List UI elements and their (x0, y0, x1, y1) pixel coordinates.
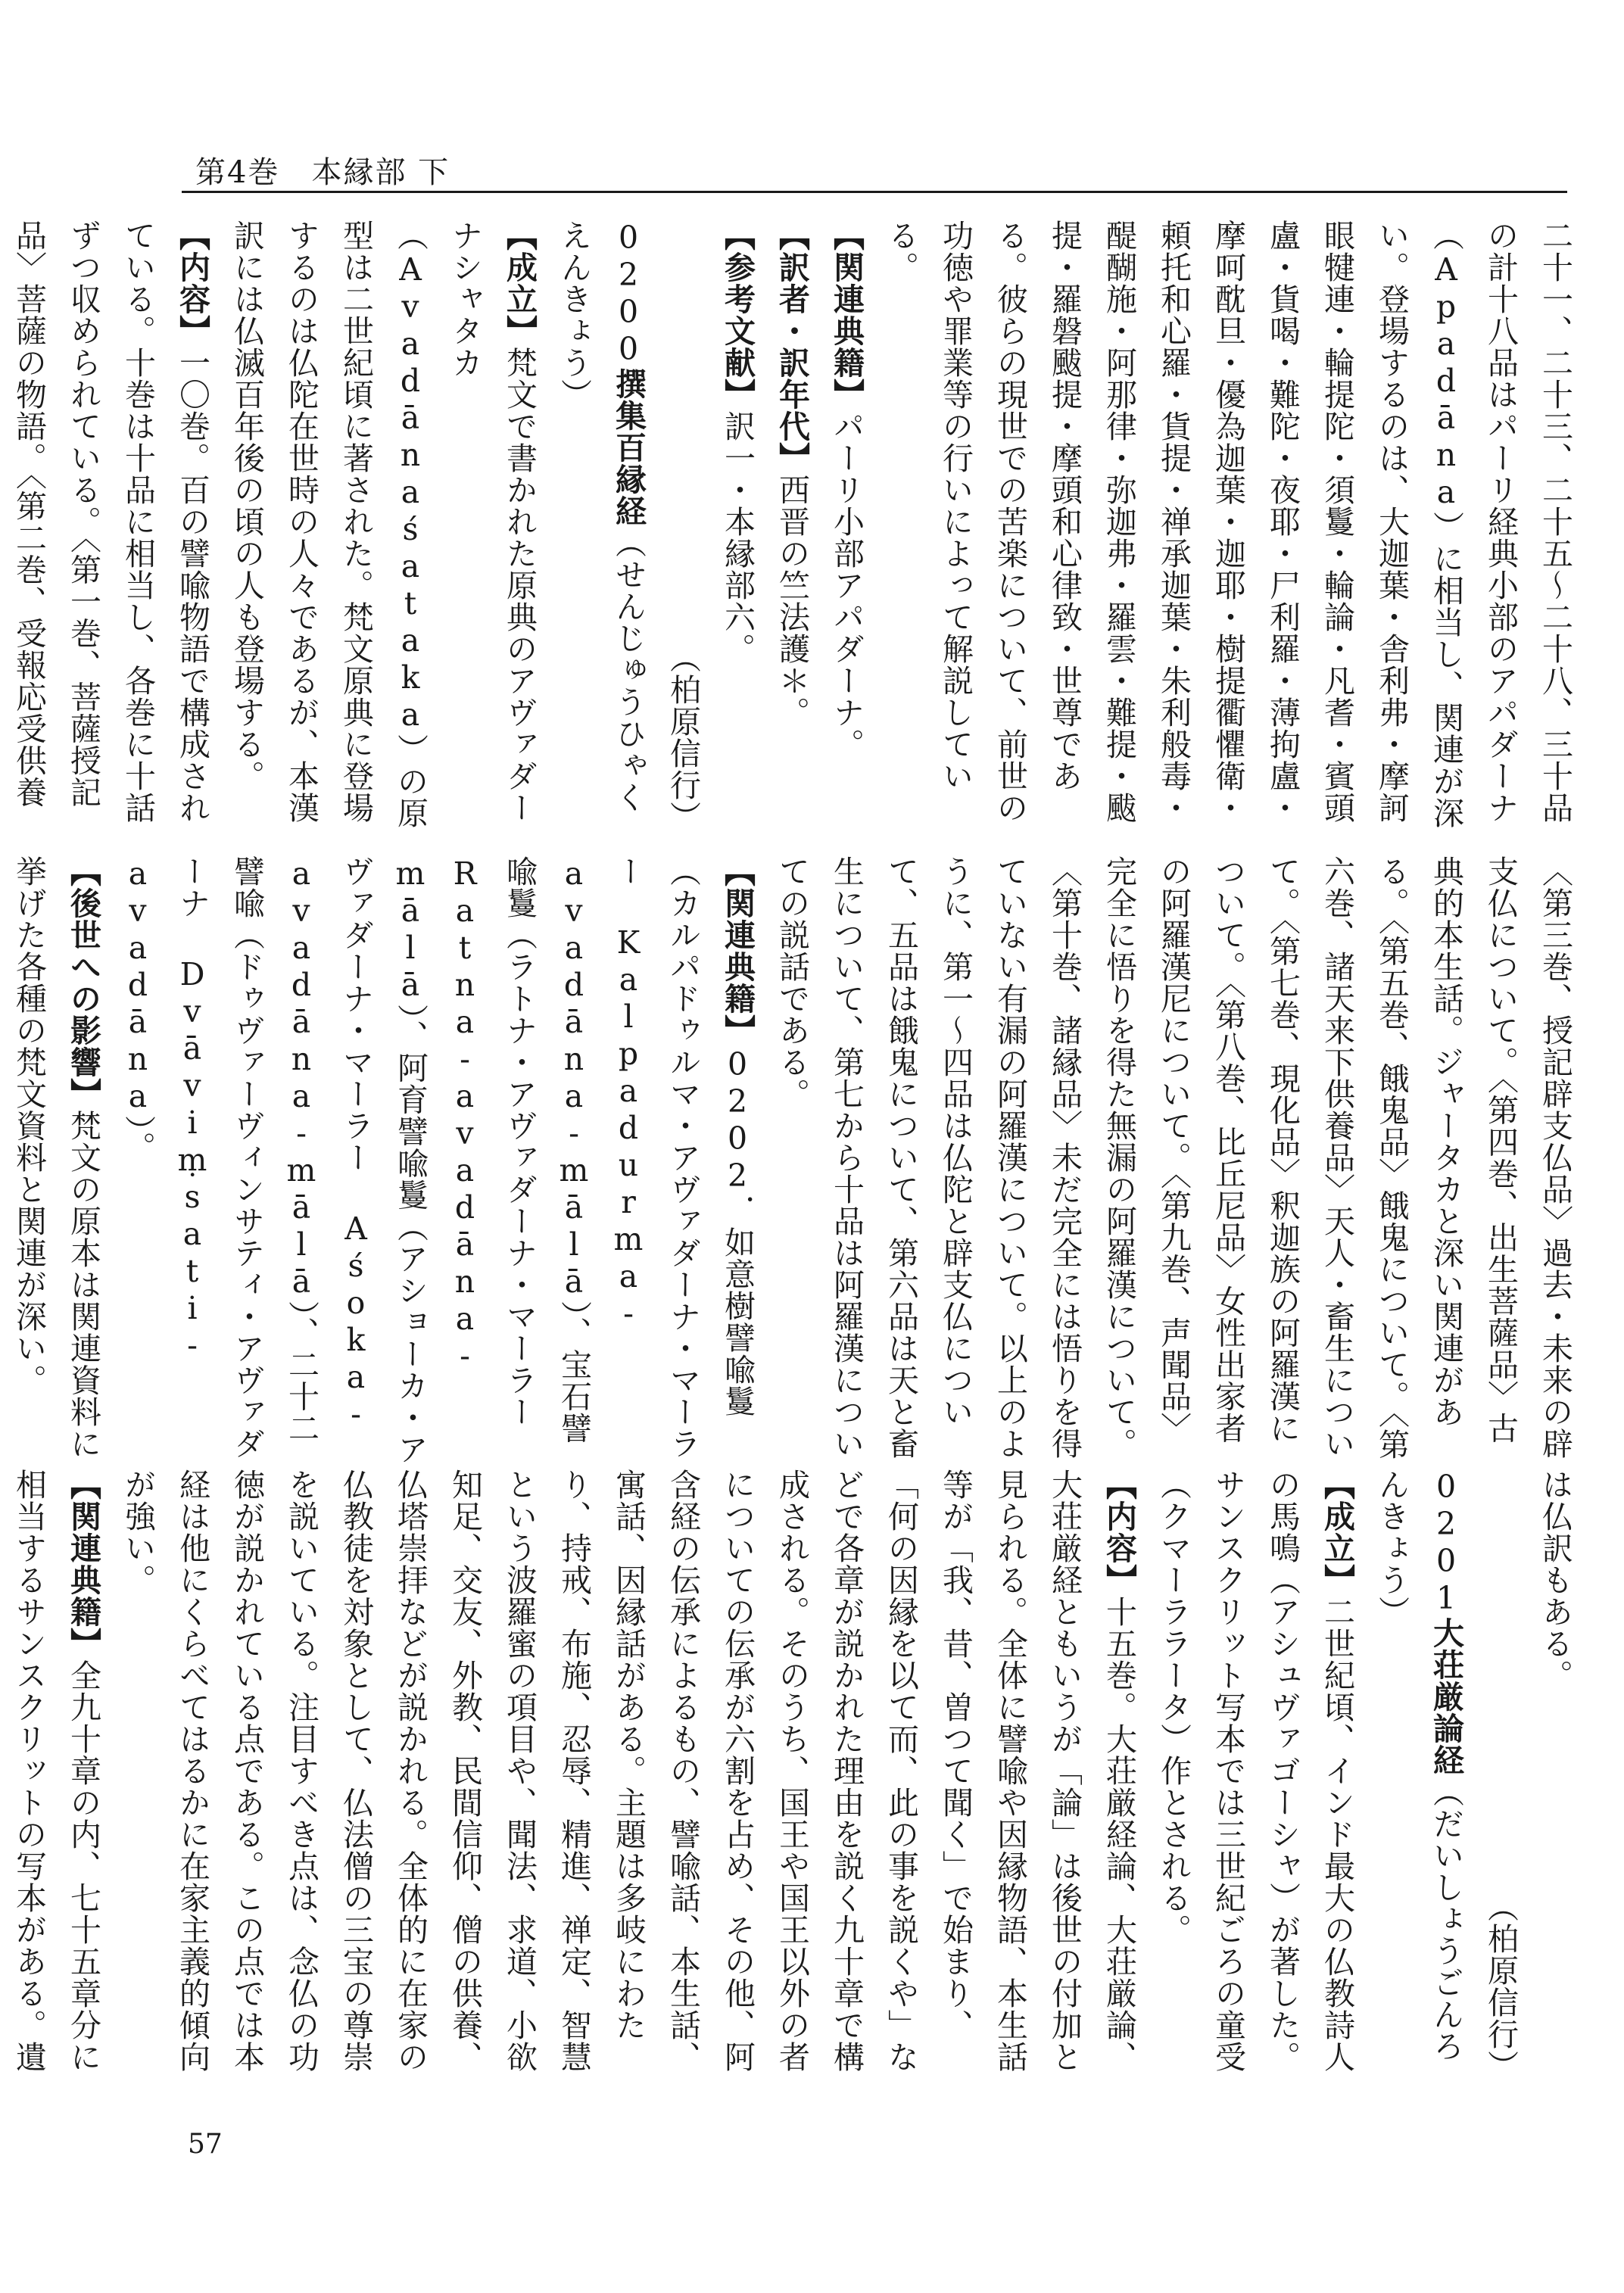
related-texts (0, 1469, 111, 2082)
translator-info (0, 855, 2, 1469)
band-3-columns (0, 1469, 1582, 2082)
header-rule (182, 191, 1567, 193)
text-band-top (11, 220, 1582, 833)
translator-label: 【訳者・訳年代】 (774, 220, 810, 474)
continuation: は仏訳もある。 (1537, 1469, 1573, 1691)
establishment (220, 220, 547, 833)
content-label: 【内容】 (174, 220, 210, 347)
running-header: 第4巻 本縁部 下 (195, 155, 450, 190)
content-text: 一〇巻。百の譬喩物語で構成されている。十巻は十品に相当し、各巻に十話ずつ収められている。〈第一巻、菩薩授記品〉菩薩の物語。〈第二巻、受報応受供養 (11, 220, 210, 824)
translator-value: 西晋の竺法護＊。 (774, 474, 810, 728)
related-texts (111, 855, 765, 1469)
author-credit: （柏原信行） (1482, 1891, 1519, 2082)
related-label: 【関連典籍】 (828, 220, 865, 410)
later-influence (2, 855, 111, 1469)
entry-reading: （せんじゅうひゃくえんきょう） (556, 220, 647, 813)
related-label: 【関連典籍】 (719, 855, 756, 1046)
entry-0199-body: 二十一、二十三、二十五〜二十八、三十品の計十八品はパーリ経典小部のアパダーナ（Apadāna）に相当し、関連が深い。登場するのは、大迦葉・舎利弗・摩訶眼犍連・輪提陀・須鬘・輪論・凡耆・賓頭盧・貨喝・難陀・夜耶・尸利羅・薄拘盧・摩呵酖旦・優為迦葉・迦耶・樹提衢懼衛・頼托和心羅・貨提・禅承迦葉・朱利般毒・醍醐施・阿那律・弥迦弗・羅雲・難提・颰提・羅磐颰提・摩頭和心律致・世尊である。彼らの現世での苦楽について、前世の功徳や罪業等の行いによって解説している。 (883, 220, 1573, 829)
references (710, 220, 765, 833)
establishment (1146, 1469, 1364, 2082)
content-label: 【内容】 (1101, 1469, 1137, 1596)
references-label: 【参考文献】 (719, 220, 756, 410)
band-1-columns (0, 220, 1582, 833)
entry-0200-heading (547, 220, 656, 833)
chapter-summary: 〈第三巻、授記辟支仏品〉過去・未来の辟支仏について。〈第四巻、出生菩薩品〉古典的本生話。ジャータカと深い関連がある。〈第五巻、餓鬼品〉餓鬼について。〈第六巻、諸天来下供養品〉天人・畜生について。〈第七巻、現化品〉釈迦族の阿羅漢について。〈第八巻、比丘尼品〉女性出家者の阿羅漢尼について。〈第九巻、声聞品〉完全に悟りを得た無漏の阿羅漢について。〈第十巻、諸縁品〉未だ完全には悟りを得ていない有漏の阿羅漢について。以上のように、第一〜四品は仏陀と辟支仏について、五品は餓鬼について、第六品は天と畜生について、第七から十品は阿羅漢についての説話である。 (774, 855, 1573, 1460)
influence-text: 梵文の原本は関連資料に挙げた各種の梵文資料と関連が深い。 (11, 855, 101, 1460)
content (0, 220, 220, 833)
entry-reading: （だいしょうごんろんきょう） (1373, 1469, 1464, 2062)
entry-number: 0201 (1428, 1469, 1464, 1617)
entry-0201-heading (1364, 1469, 1473, 2082)
related-label: 【関連典籍】 (65, 1469, 101, 1659)
influence-label: 【後世への影響】 (65, 855, 101, 1110)
related-texts (819, 220, 874, 833)
establishment-text: 二世紀頃、インド最大の仏教詩人の馬鳴（アシュヴァゴーシャ）が著した。サンスクリット写本では三世紀ごろの童受（クマーララータ）作とされる。 (1155, 1469, 1355, 2073)
related-value: パーリ小部アパダーナ。 (828, 410, 865, 760)
establishment-label: 【成立】 (1319, 1469, 1355, 1596)
band-2-columns (0, 855, 1582, 1469)
text-band-middle (11, 855, 1582, 1469)
content-text: 十五巻。大荘厳経論、大荘厳論、大荘厳経ともいうが「論」は後世の付加と見られる。全体に譬喩や因縁物語、本生話等が「我、昔、曽つて聞く」で始まり、「何の因縁を以て而、此の事を説くや」などで各章が説かれた理由を説く九十章で構成される。そのうち、国王や国王以外の者についての伝承が六割を占め、その他、阿含経の伝承によるもの、譬喩話、本生話、寓話、因縁話がある。主題は多岐にわたり、持戒、布施、忍辱、精進、禅定、智慧という波羅蜜の項目や、聞法、求道、小欲知足、交友、外教、民間信仰、僧の供養、仏塔崇拝などが説かれる。全体的に在家の仏教徒を対象として、仏法僧の三宝の尊崇を説いている。注目すべき点は、念仏の功徳が説かれている点である。この点では本経は他にくらべてはるかに在家主義的傾向が強い。 (120, 1469, 1137, 2073)
references-value: 訳一・本縁部六。 (719, 410, 756, 665)
text-band-bottom (11, 1469, 1582, 2082)
entry-title: 大荘厳論経 (1428, 1617, 1464, 1776)
translator-info (765, 220, 819, 833)
content (111, 1469, 1146, 2082)
establishment-label: 【成立】 (501, 220, 538, 347)
entry-number: 0200 (610, 220, 647, 368)
page-number: 57 (188, 2129, 223, 2160)
entry-title: 撰集百縁経 (610, 368, 647, 527)
related-value: 0202．如意樹譬喩鬘（カルパドゥルマ・アヴァダーナ・マーラー Kalpadurma-avadāna-mālā）、宝石譬喩鬘（ラトナ・アヴァダーナ・マーラー Ratna-avadāna-mālā）、阿育譬喩鬘（アショーカ・アヴァダーナ・マーラー Aśoka-avadāna-mālā）、二十二譬喩（ドゥヴァーヴィンサティ・アヴァダーナ Dvāviṃsati-avadāna）。 (120, 855, 756, 1466)
related-value: 全九十章の内、七十五章分に相当するサンスクリットの写本がある。遺 (11, 1469, 101, 2073)
establishment-text: 梵文で書かれた原典のアヴァダーナシャタカ（Avadānaśataka）の原型は二世紀頃に著された。梵文原典に登場するのは仏陀在世時の人々であるが、本漢訳には仏滅百年後の頃の人も登場する。 (229, 220, 538, 829)
author-credit: （柏原信行） (665, 642, 701, 833)
